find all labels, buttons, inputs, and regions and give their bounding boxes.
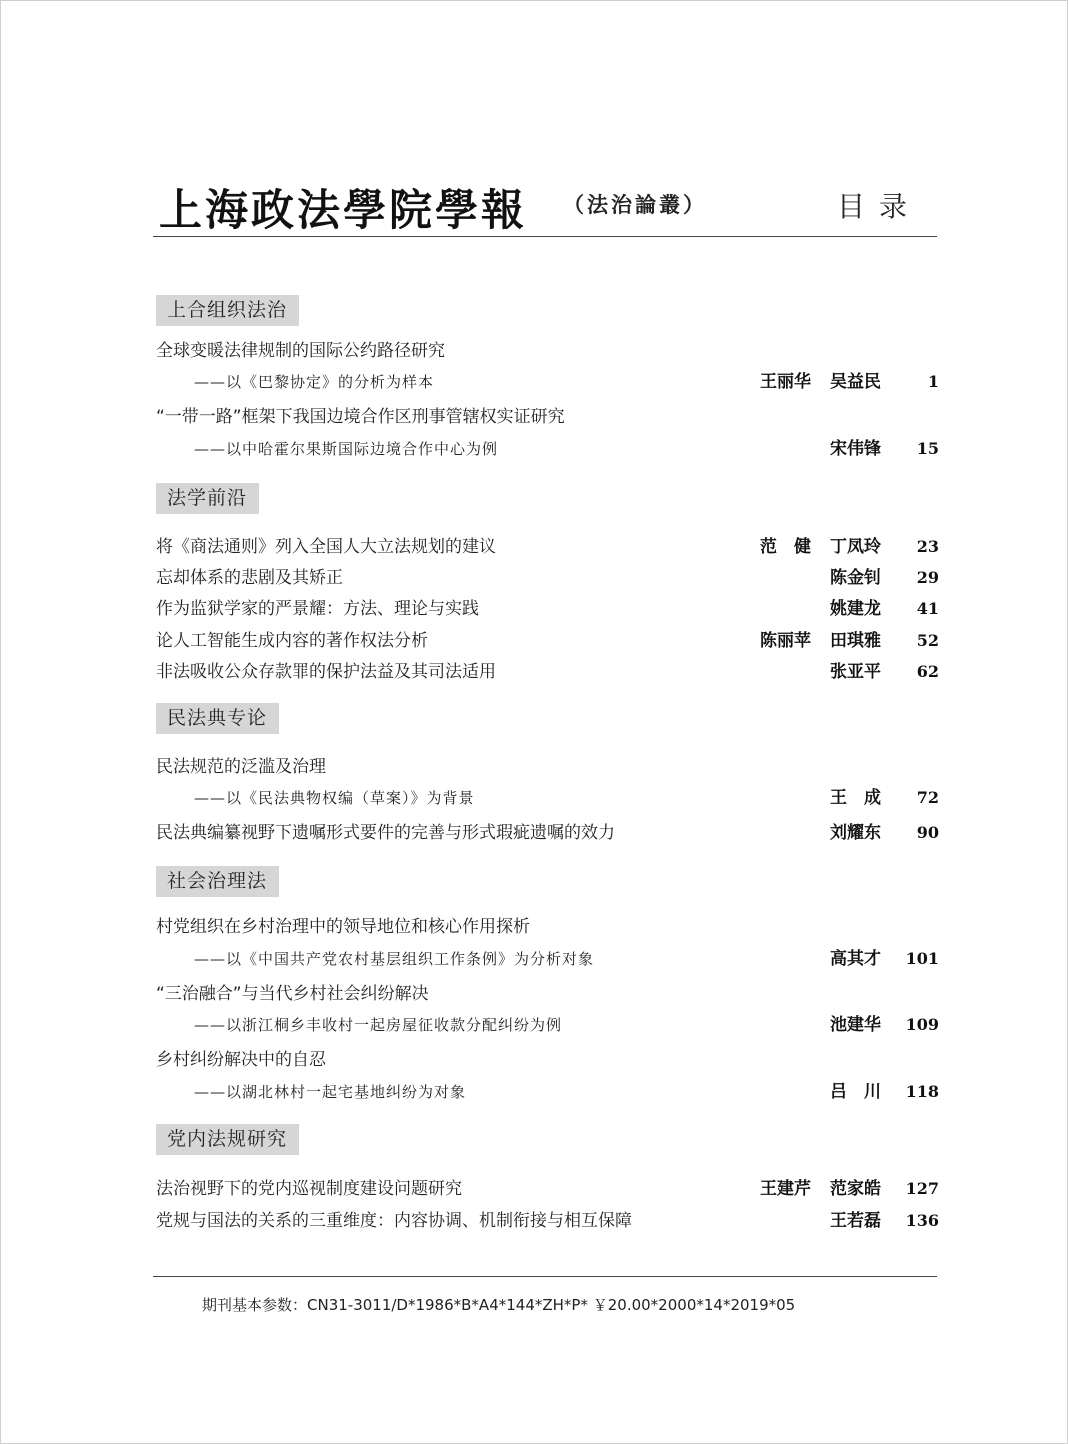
article-title[interactable]: 党规与国法的关系的三重维度：内容协调、机制衔接与相互保障 [156, 1211, 632, 1231]
article-title[interactable]: 乡村纠纷解决中的自忍 [156, 1050, 326, 1070]
section-header: 法学前沿 [156, 483, 259, 514]
page-number: 15 [916, 439, 939, 458]
article-row [156, 629, 939, 653]
article-title-row [156, 982, 939, 1006]
article-title[interactable]: 民法规范的泛滥及治理 [156, 757, 326, 777]
page-number: 72 [916, 788, 939, 807]
article-author: 姚建龙 [830, 599, 881, 619]
article-author: 吴益民 [830, 372, 881, 392]
article-subtitle: ——以《民法典物权编（草案）》为背景 [194, 789, 475, 807]
article-title[interactable]: 作为监狱学家的严景耀：方法、理论与实践 [156, 599, 479, 619]
article-subtitle: ——以《巴黎协定》的分析为样本 [194, 373, 435, 391]
article-author: 王丽华 [760, 372, 811, 392]
article-row [156, 821, 939, 845]
header-divider [153, 236, 937, 237]
article-subtitle: ——以《中国共产党农村基层组织工作条例》为分析对象 [194, 950, 595, 968]
article-title[interactable]: 论人工智能生成内容的著作权法分析 [156, 631, 428, 651]
article-title[interactable]: 将《商法通则》列入全国人大立法规划的建议 [156, 537, 496, 557]
article-subtitle: ——以湖北林村一起宅基地纠纷为对象 [194, 1083, 467, 1101]
article-title[interactable]: 法治视野下的党内巡视制度建设问题研究 [156, 1179, 462, 1199]
journal-title: 上海政法學院學報 [159, 186, 527, 236]
article-author: 丁凤玲 [830, 537, 881, 557]
page-number: 23 [916, 537, 939, 556]
article-subtitle: ——以浙江桐乡丰收村一起房屋征收款分配纠纷为例 [194, 1016, 563, 1034]
article-author: 范 健 [760, 537, 811, 557]
article-detail-row [156, 437, 939, 461]
section-header: 上合组织法治 [156, 295, 299, 326]
page-number: 136 [905, 1211, 939, 1230]
article-author: 范家皓 [830, 1179, 881, 1199]
section-header: 民法典专论 [156, 703, 279, 734]
page-number: 41 [916, 599, 939, 618]
article-row [156, 1209, 939, 1233]
article-detail-row [156, 1080, 939, 1104]
article-title-row [156, 405, 939, 429]
page-number: 52 [916, 631, 939, 650]
article-author: 田琪雅 [830, 631, 881, 651]
article-detail-row [156, 947, 939, 971]
toc-label: 目录 [837, 190, 922, 223]
article-author: 宋伟锋 [830, 439, 881, 459]
article-author: 王建芹 [760, 1179, 811, 1199]
page-number: 90 [916, 823, 939, 842]
article-title-row [156, 1048, 939, 1072]
article-title[interactable]: 非法吸收公众存款罪的保护法益及其司法适用 [156, 662, 496, 682]
article-row [156, 1177, 939, 1201]
page-number: 1 [927, 372, 939, 391]
journal-parameters: 期刊基本参数：CN31-3011/D*1986*B*A4*144*ZH*P* ￥20.00*2000*14*2019*05 [202, 1296, 796, 1314]
article-author: 王 成 [830, 788, 881, 808]
article-title[interactable]: “一带一路”框架下我国边境合作区刑事管辖权实证研究 [156, 407, 565, 427]
article-title-row [156, 755, 939, 779]
page-number: 118 [905, 1082, 939, 1101]
page-number: 127 [905, 1179, 939, 1198]
page-number: 101 [905, 949, 939, 968]
article-row [156, 535, 939, 559]
article-title[interactable]: 全球变暖法律规制的国际公约路径研究 [156, 341, 445, 361]
article-subtitle: ——以中哈霍尔果斯国际边境合作中心为例 [194, 440, 499, 458]
article-author: 张亚平 [830, 662, 881, 682]
article-title[interactable]: 忘却体系的悲剧及其矫正 [156, 568, 343, 588]
article-title-row [156, 915, 939, 939]
section-header: 党内法规研究 [156, 1124, 299, 1155]
journal-subtitle: （法治論叢） [563, 192, 707, 217]
article-row [156, 597, 939, 621]
article-author: 陈金钊 [830, 568, 881, 588]
article-title[interactable]: 村党组织在乡村治理中的领导地位和核心作用探析 [156, 917, 530, 937]
article-title[interactable]: 民法典编纂视野下遗嘱形式要件的完善与形式瑕疵遗嘱的效力 [156, 823, 615, 843]
article-author: 吕 川 [830, 1082, 881, 1102]
page-number: 109 [905, 1015, 939, 1034]
article-author: 高其才 [830, 949, 881, 969]
article-title-row [156, 339, 939, 363]
article-author: 陈丽苹 [760, 631, 811, 651]
page-number: 62 [916, 662, 939, 681]
article-detail-row [156, 786, 939, 810]
page-number: 29 [916, 568, 939, 587]
article-author: 刘耀东 [830, 823, 881, 843]
section-header: 社会治理法 [156, 866, 279, 897]
article-author: 池建华 [830, 1015, 881, 1035]
masthead [153, 171, 938, 236]
article-detail-row [156, 1013, 939, 1037]
article-title[interactable]: “三治融合”与当代乡村社会纠纷解决 [156, 984, 429, 1004]
article-author: 王若磊 [830, 1211, 881, 1231]
article-row [156, 566, 939, 590]
footer-divider [153, 1276, 937, 1277]
article-detail-row [156, 370, 939, 394]
article-row [156, 660, 939, 684]
